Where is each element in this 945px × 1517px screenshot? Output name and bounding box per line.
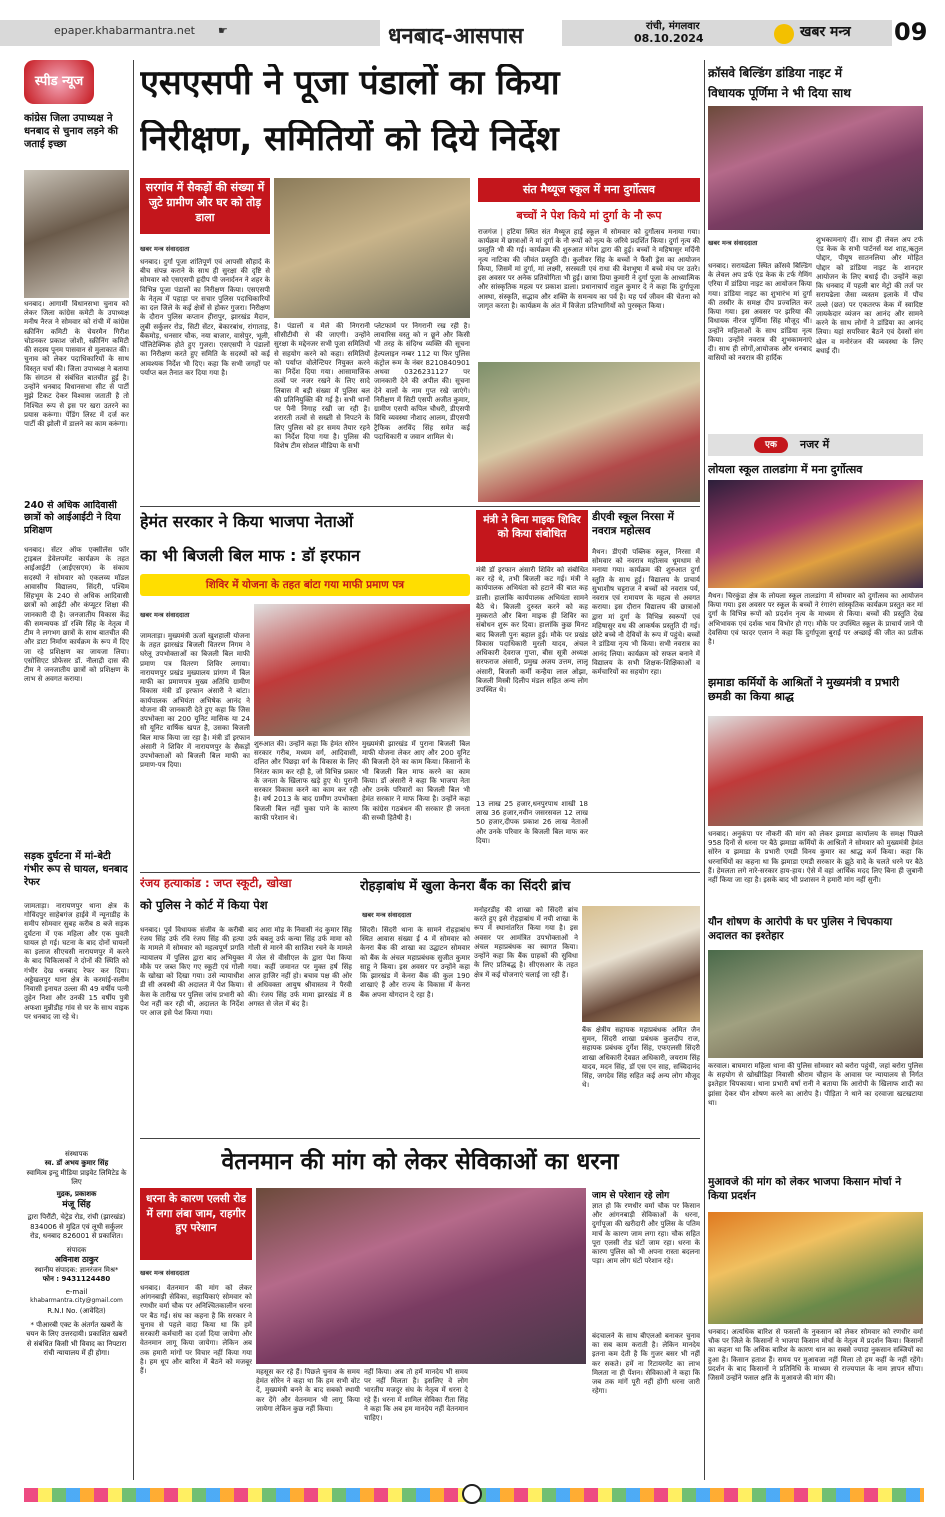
sevika-jam-body: ज्ञात हो कि रणधीर वर्मा चौक पर किसान और आंगनबाड़ी सेविकाओं के धरना, दुर्गापूजा की खरीदारी और पुलिस के पतिम मार्च के कारण जाम लगा रहा। चौक सहित पूरा एलसी रोड घंटों जाम रहा। धरना के कारण पुलिस को भी अपना रास्ता बदलना पड़ा। आम लोग घंटों परेशान रहे। — [592, 1202, 700, 1266]
speed-item1-photo — [24, 170, 129, 298]
stmatthews-photo — [478, 362, 700, 502]
irfan-headline-1: हेमंत सरकार ने किया भाजपा नेताओं — [140, 512, 354, 531]
stmatthews-banner — [478, 178, 700, 202]
phone: फोन : 9431124480 — [42, 1275, 111, 1284]
stmatthews-banner-text: संत मैथ्यूज स्कूल में मना दुर्गोत्सव — [522, 183, 656, 196]
city-day: रांची, मंगलवार — [646, 21, 700, 32]
nazar-item1-title: लोयला स्कूल तालडांगा में मना दुर्गोत्सव — [708, 463, 863, 476]
nazar-item1-body: मैथन। चिरकुंडा क्षेत्र के लोयला स्कूल तालडांगा में सोमवार को दुर्गोत्सव का आयोजन किया गया। इस अवसर पर स्कूल के बच्चों ने रंगारंग सांस्कृतिक कार्यक्रम प्रस्तुत कर मां दुर्गा के विभिन्न रूपों को प्रदर्शन नृत्य के माध्यम से किया। बच्चों की प्रस्तुति देख अभिभावक एवं दर्शक भाव विभोर हो गए। मौके पर उपस्थित स्कूल के प्राचार्य जाने पी देवसिया एवं फादर एलान ने कहा कि दुर्गापूजा बुराई पर अच्छाई की जीत का प्रतीक है। — [708, 592, 923, 647]
ranjay-col1: धनबाद। पूर्व विधायक संजीव के करीबी रंजय सिंह उर्फ रवि रंजय सिंह की हत्या के मामले में सोमवार को महत्वपूर्ण प्रगति न्यायालय में पुलिस द्वारा बाद अभियुक्त मौके पर जब्त किए गए स्कूटी एवं गोली के खोखा को दिखा गया। उसे न्यायाधीश डी सी अवस्थी की अदालत में पेश किया। केस के तारीख पर पुलिस जांच प्रभारी को पेश नहीं कर रही थी, अदालत के निर्देश पर आज इसे पेश किया गया। — [140, 926, 244, 1018]
sevika-col4: बंदचालने के साथ बीएलओ बनाकर चुनाव का सब काम कराती है। लेकिन मानदेय इतना कम देती है कि गुजर बसर भी नहीं कर सकते। हमें ना रिटायरमेंट का लाभ मिलता ना ही पेंशन। सेविकाओं ने कहा कि जब तक मांगें पूरी नहीं होंगी धरना जारी रहेगा। — [592, 1332, 700, 1396]
nazar-badge: एक — [754, 437, 788, 453]
masthead — [0, 0, 945, 58]
nazar-item4-title: मुआवजे की मांग को लेकर भाजपा किसान मोर्चा ने किया प्रदर्शन — [708, 1176, 902, 1202]
irfan-headline-2: का भी बिजली बिल माफ : डॉ इरफान — [140, 546, 360, 565]
nazar-header — [708, 434, 923, 456]
irfan-byline: खबर मन्त्र संवाददाता — [140, 611, 190, 619]
nazar-item3-body: करवाल। बाघमारा महिला थाना की पुलिस सोमवार को बरोरा पहुंची, जहां बरोरा पुलिस के सहयोग से खोखीडिहा निवासी श्रीराम चौहान के आवास पर न्यायालय से निर्गत इश्तेहार चिपकाया। थाना प्रभारी वर्षा रानी ने बताया कि आरोपी के खिलाफ शादी का झांसा देकर यौन शोषण करने का आरोप है। पीड़िता ने थाने का दरवाजा खटखटाया था। — [708, 1062, 923, 1107]
lead-headline-2: निरीक्षण, समितियों को दिये निर्देश — [140, 120, 559, 159]
nazar-item3-title: यौन शोषण के आरोपी के घर पुलिस ने चिपकाया अदालत का इश्तेहार — [708, 916, 893, 942]
credits-block — [24, 1150, 129, 1480]
nazar-item4-body: धनबाद। अत्यधिक बारिश से फसलों के नुकसान को लेकर सोमवार को रणधीर वर्मा चौक पर जिले के किसानों ने भाजपा किसान मोर्चा के नेतृत्व में प्रदर्शन किया। किसानों का कहना था कि अधिक बारिश के कारण धान का सबसे ज्यादा नुकसान सब्जियों का हुआ है। किसान हताश हैं। समय पर मुआवजा नहीं मिला तो हम कहीं के नहीं रहेंगे। प्रदर्शन के बाद किसानों ने प्रतिनिधि के माध्यम से राज्यपाल के नाम ज्ञापन सौंपा। जिसमें उन्होंने फसल क्षति के मुआवजे की मांग की। — [708, 1328, 923, 1383]
address: द्वारा पिरौंटी, चेट्रेड रोड, रांची (झारखंड) 834006 से मुद्रित एवं लूथी सर्कुलर रोड, धनबाद 826001 से प्रकाशित। — [27, 1213, 126, 1241]
sevika-byline: खबर मन्त्र संवाददाता — [140, 1269, 190, 1277]
founder-label: संस्थापक — [65, 1150, 88, 1158]
canara-col1: सिंदरी। सिंदरी थाना के सामने रोहड़ाबांध स्थित आवास संख्या ई 4 में सोमवार को केनरा बैंक की शाखा का उद्घाटन सोमवार को बैंक के अंचल महाप्रबंधक सुजीत कुमार साहू ने किया। इस अवसर पर उन्होंने कहा कि झारखंड में केनरा बैंक की कुल 190 शाखाएं हैं और राज्य के विकास में केनरा बैंक अपना योगदान दे रहा है। — [360, 926, 470, 999]
crossway-col1: धनबाद। सरायढेला स्थित क्रॉसवे बिल्डिंग के लेवल अप डर्फ एंड केक के टर्फ गेमिंग एरिया में डांडिया नाइट का आयोजन किया गया। डांडिया नाइट का शुभारंभ मां दुर्गा की तस्वीर के समक्ष दीप प्रज्वलित कर किया गया। इस अवसर पर झरिया की विधायक नीरज पूर्णिमा सिंह मौजूद थीं। उन्होंने महिलाओं के साथ डांडिया नृत्य किया। उन्होंने नवरात्र की शुभकामनाएं दी। साथ ही लोगों,आयोजक और धनबाद वासियों को नवरात्र की हार्दिक — [708, 262, 812, 363]
right-column-rule — [704, 60, 705, 1480]
left-column-rule — [133, 60, 134, 1480]
sevika-photo — [256, 1188, 586, 1364]
irfan-col2: शुरुआत की। उन्होंने कहा कि हेमंत सोरेन सरकार गरीब, मध्यम वर्ग, आदिवासी, दलित और पिछड़ा वर्ग के विकास के लिए निरंतर काम कर रही है, जो विभिन्न प्रकार के जनता के खिलाफ खड़े हुए थे। पुरानी सरकार विकास करने का काम कर रही है। वर्ष 2013 के बाद ग्रामीण उपभोक्ता बिजली बिल नहीं चुका पाने के कारण काफी परेशान थे। — [254, 740, 358, 822]
lead-headline-1: एसएसपी ने पूजा पंडालों का किया — [140, 64, 560, 103]
ranjay-headline-1: रंजय हत्याकांड : जप्त स्कूटी, खोखा — [140, 876, 292, 890]
nazar-item2-photo — [708, 716, 923, 826]
mantri-body: मंत्री डॉ इरफान अंसारी शिविर को संबोधित कर रहे थे, तभी बिजली कट गई। मंत्री ने कार्यपालक अभियंता को हटाने की बात कह डाली। हालांकि कार्यपालक अभियंता सामने बैठे थे। बिजली दुरुस्त करने को कह मुस्कराते और बिना माइक ही शिविर का संबोधन शुरू कर दिया। हालांकि कुछ मिनट बाद बिजली पुनः बहाल हुई। मौके पर प्रखंड विकास पदाधिकारी मुरली यादव, अंचल अधिकारी देवराज गुप्ता, बीस सूत्री अध्यक्ष सरफराज अंसारी, प्रमुख अजय उत्तम, लालू अंसारी, बिजली कर्मी कन्हैया लाल ओझा, बिजली मिस्त्री दिलीप मंडल सहित अन्य लोग उपस्थित थे। — [476, 566, 588, 695]
email-label: e-mail — [65, 1287, 88, 1296]
mid-rule-3 — [140, 1138, 700, 1139]
irfan-sub-text: शिविर में योजना के तहत बांटा गया माफी प्रमाण पत्र — [205, 579, 405, 591]
registration-mark-icon — [462, 1484, 482, 1504]
sevika-col3: नहीं किया। अब तो हमें मानदेय भी समय पर नहीं मिलता है। इसलिए वे लोग भारतीय मजदूर संघ के नेतृत्व में धरना दे रहे हैं। धरना में शामिल सेविका रीता सिंह ने कहा कि अब हम मानदेय नहीं वेतनमान चाहिए। — [364, 1368, 468, 1423]
mid-rule-1 — [140, 506, 700, 507]
crossway-col2: शुभकामनाएं दीं। साथ ही लेवल अप टर्फ एंड केक के सभी पार्टनर्स यश शाह,ऋतुल पोद्दार, पीयूष सातनलिया और मोहित पोद्दार को डांडिया नाइट के शानदार आयोजन के लिए बधाई दी। उन्होंने कहा कि धनबाद में पहली बार मेट्रो की तर्ज पर सरायढेला जैसा व्यस्तम इलाके में पौंच तल्ले (छत) पर एकतरफ केक में स्वादिष्ट जायकेदार व्यंजन का आनंद और सामने करने के साथ लोगों ने डांडिया का आनंद लिया। यहां सपरिवार बैठने एवं देवसों संग खेल व मनोरंजन की व्यवस्था के लिए बधाई दी। — [816, 236, 923, 355]
canara-headline: रोहड़ाबांध में खुला केनरा बैंक का सिंदरी ब्रांच — [360, 879, 571, 894]
sevika-headline: वेतनमान की मांग को लेकर सेविकाओं का धरना — [221, 1149, 619, 1175]
speed-news-label: स्पीड न्यूज — [34, 74, 84, 89]
stmatthews-sub: बच्चों ने पेश किये मां दुर्गा के नौ रूप — [516, 209, 662, 222]
email[interactable]: khabarmantra.city@gmail.com — [30, 1297, 123, 1305]
ranjay-headline-2: को पुलिस ने कोर्ट में किया पेश — [140, 898, 268, 912]
sevika-sub-text: धरना के कारण एलसी रोड में लगा लंबा जाम, राहगीर हुए परेशान — [145, 1193, 247, 1235]
sevika-col1: धनबाद। वेतनमान की मांग को लेकर आंगनबाड़ी सेविका, सहायिकाएं सोमवार को रणधीर वर्मा चौक पर अनिश्चितकालीन धरना पर बैठ गईं। संघ का कहना है कि सरकार ने चुनाव से पहले वादा किया था कि हमें सरकारी कर्मचारी का दर्जा दिया जायेगा और वेतनमान लागू किया जायेगा। लेकिन अब तक हमारी मांगों पर विचार नहीं किया गया है। हम धूप और बारिश में बैठने को मजबूर हैं। — [140, 1284, 252, 1376]
speed-item3-body: जामताड़ा। नारायणपुर थाना क्षेत्र के गोविंदपुर साहेबगंज हाईवे में न्यूनाडीह के समीप सोमवार सुबह करीब 8 बजे सड़क दुर्घटना में एक महिला और एक युवती घायल हो गई। घटना के बाद दोनों घायलों का इलाज सीएचसी नारायणपुर में करने के बाद चिकित्सकों ने दोनों की स्थिति को गंभीर देख धनबाद रेफर कर दिया। अड्डेखलपुर थाना क्षेत्र के करमांई-सलीम निवासी इनायत उल्ला की 49 वर्षीय पत्नी तुहेन निशा और उनकी 15 वर्षीय पुत्री अफशा मुन्नीडीह गांव से घर के साथ वाइक पर धनबाद जा रहे थे। — [24, 902, 129, 1021]
date: 08.10.2024 — [634, 32, 704, 45]
speed-item2-title: 240 से अधिक आदिवासी छात्रों को आईआईटी ने दिया प्रशिक्षण — [24, 500, 121, 536]
speed-item1-title: कांग्रेस जिला उपाध्यक्ष ने धनबाद से चुनाव लड़ने की जताई इच्छा — [24, 113, 118, 150]
publisher: मंजू सिंह — [62, 1200, 91, 1211]
lead-col1: धनबाद। दुर्गा पूजा शांतिपूर्ण एवं आपसी सौहार्द के बीच संपन्न कराने के साथ ही सुरक्षा की दृष्टि से सोमवार को एसएसपी हृदीप पी जनार्दनन ने शहर के विभिन्न पूजा पंडालों का निरीक्षण किया। एसएसपी के नेतृत्व में पहाड़ा पर सचार पुलिस पदाधिकारियों का दल जिले के कई क्षेत्रों से होकर गुजरा। निरीक्षण के दौरान पुलिस कप्तान हीरापुर, झारखंड मैदान, लुबी सर्कुलर रोड, सिटी सेंटर, बेकारबांध, रांगाताड़, बैंकमोड़, धनसार चौक, नया बाजार, वासेपुर, भूली, पॉलिटेक्निक होते हुए गुजरा। एसएसपी ने पंडालों का निरीक्षण करते हुए समिति के सदस्यों को कई आवश्यक निर्देश भी दिए। कहा कि सभी जगहों पर पर्याप्त बल तैनात कर दिया गया है। — [140, 258, 270, 377]
resident-editor: स्थानीय संपादक: ज्ञानरंजन मिश्र* — [34, 1265, 119, 1274]
section-title: धनबाद-आसपास — [388, 24, 524, 49]
nazar-item2-body: धनबाद। अनुकंपा पर नौकरी की मांग को लेकर झमाडा कार्यालय के समक्ष पिछले 958 दिनों से धरना पर बैठे झमाडा कर्मियों के आश्रितों ने सोमवार को मुख्यमंत्री हेमंत सोरेन व झमाडा के प्रभारी एमडी विनय कुमार का श्राद्ध कर्म किया। कहा कि धरनार्थियों का कहना था कि झमाडा एमडी सरकार के झूठे वादे के चलते धरने पर बैठे हैं। हेमलता लगे नारे-सरकार हाय-हाय। ऐसे में वहां आर्थिक मदद लिए बिना ही जुबानी नहीं किया जा रहा है। इसके बाद भी प्रशासन ने हमारी मांग नहीं सुनी। — [708, 830, 923, 885]
editor: अविनाश ठाकुर — [54, 1255, 99, 1265]
crossway-headline-1: क्रॉसवे बिल्डिंग डांडिया नाइट में — [708, 66, 843, 80]
lead-byline: खबर मन्त्र संवाददाता — [140, 245, 190, 253]
canara-photo — [582, 906, 700, 1022]
lead-photo — [274, 178, 470, 318]
sevika-jam-title: जाम से परेशान रहे लोग — [592, 1191, 670, 1201]
canara-col2: मनोहरडीह की शाखा को सिंदरी ब्रांच करते हुए इसे रोहड़ाबांध में नयी शाखा के रूप में स्थानांतरित किया गया है। इस अवसर पर आमंत्रित उपभोक्ताओं ने अंचल महाप्रबंधक का स्वागत किया। उन्होंने कहा कि बैंक ग्राहकों की सुविधा के लिए प्रतिबद्ध है। सीएसआर के तहत क्षेत्र में कई योजनाएं चलाई जा रही हैं। — [474, 906, 578, 979]
crossway-photo — [708, 106, 923, 230]
pointer-icon: ☛ — [218, 24, 228, 37]
nazar-item2-title: झमाडा कर्मियों के आश्रितों ने मुख्यमंत्री व प्रभारी छमडी का किया श्राद्ध — [708, 676, 900, 704]
lead-col3: प्लेटफार्म पर निगरानी रख रही है। लावारिस वस्तु को न छूने और किसी भी तरह के संदिग्ध व्यक्ति की सूचना हेल्पलाइन नम्बर 112 या फिर पुलिस कंट्रोल रूम के नंबर 8210840901 अथवा 0326231127 पर जानकारी देने की अपील की। सूचना देने वालों के नाम गुप्त रखे जाएंगे। निरीक्षण में सिटी एसपी अजीत कुमार, ग्रामीण एसपी कपिल चौधरी, डीएसपी विधि व्यवस्था नौशाद आलम, डीएसपी ट्रैफिक अरविंद सिंह समेत कई पदाधिकारी व जवान शामिल थे। — [374, 322, 470, 441]
speed-item2-body: धनबाद। सेंटर ऑफ एक्सीलेंस फॉर ट्राइबल डेवेलपमेंट कार्यक्रम के तहत आईआईटी (आईएसएम) के संकाय सदस्यों ने सोमवार को एकलव्य मॉडल आवासीय विद्यालय, सिंदरी, पश्चिम सिंहभूम के 240 से अधिक आदिवासी छात्रों को आईटी और कंप्यूटर शिक्षा की जानकारी दी है। जनजातीय विकास केंद्र की समन्वयक डॉ रश्मि सिंह के नेतृत्व में टीम ने लगभग छात्रों के साथ बातचीत की और डाटा निर्माण कार्यक्रम के रूप में दिए जा रहे प्रशिक्षण का जायजा लिया। एसोसिएट प्रोफेसर डॉ. नीलाद्री दास की टीम ने जनजातीय छात्रों को प्रशिक्षण के लाभ से अवगत कराया। — [24, 546, 129, 684]
mantri-banner — [476, 510, 588, 562]
publisher-label: मुद्रक, प्रकाशक — [56, 1189, 97, 1198]
rni: R.N.I No. (आवेदित) — [47, 1307, 106, 1316]
speed-item1-body: धनबाद। आगामी विधानसभा चुनाव को लेकर जिला कांग्रेस कमेटी के उपाध्यक्ष मनीष नैरज ने सोमवार को रांची में कांग्रेस स्क्रीनिंग कमिटी के चेयरमैन गिरीश चोडनकर प्रकाश जोशी, स्क्रीनिंग कमिटी की सदस्य पूनम पासवान से मुलाकात की। चुनाव को लेकर पदाधिकारियों के साथ विस्तृत चर्चा की। जिला उपाध्यक्ष ने बताया कि संगठन से संबंधित बातचीत हुई है। उन्होंने धनबाद विधानसभा सीट से पार्टी मुझे टिकट देकर विश्वास जताती है तो निश्चित रूप से इस पर खरा उतरने का प्रयास करूंगा। पेंडिंग लिस्ट में दर्ज कर पार्टी की झोली में डालने का काम करूंगा। — [24, 300, 129, 429]
nazar-item4-photo — [708, 1212, 923, 1324]
speed-item3-title: सड़क दुर्घटना में मां-बेटी गंभीर रूप से घायल, धनबाद रेफर — [24, 851, 128, 888]
crossway-headline-2: विधायक पूर्णिमा ने भी दिया साथ — [708, 86, 851, 100]
owner: स्वामित्व इन्दु मीडिया प्राइवेट लिमिटेड के लिए — [26, 1168, 127, 1187]
nazar-item3-photo — [708, 950, 923, 1058]
sevika-col4-mid — [472, 1368, 586, 1478]
page-number: 09 — [894, 18, 928, 46]
canara-col3: बैंक क्षेत्रीय सहायक महाप्रबंधक अमित जैन सुमन, सिंदरी शाखा प्रबंधक कुलदीप राज, सहायक प्रबंधक दुर्गेश सिंह, एफएलसी सिंदरी शाखा अधिकारी देवव्रत अधिकारी, जयराम सिंह यादव, मदन सिंह, डॉ एस एन साह, सच्चिदानंद सिंह, जगदेव सिंह सहित कई अन्य लोग मौजूद थे। — [582, 1026, 700, 1090]
sevika-sub — [140, 1188, 252, 1260]
disclaimer: * पीआरबी एक्ट के अंतर्गत खबरों के चयन के लिए उत्तरदायी। प्रकाशित खबरों से संबंधित किसी भी विवाद का निपटारा रांची न्यायालय में ही होगा। — [25, 1320, 128, 1358]
lead-sub-banner-text: सरगांव में सैकड़ों की संख्या में जुटे ग्रामीण और घर को तोड़ डाला — [145, 181, 265, 224]
irfan-sub — [140, 574, 470, 596]
stmatthews-body: राजगंज | हटिया स्थित संत मैथ्यूज हाई स्कूल में सोमवार को दुर्गोत्सव मनाया गया। कार्यक्रम में छात्राओं ने मां दुर्गा के नौ रूपों को नृत्य के जरिये प्रदर्शित किया। दुर्गा नृत्य की प्रस्तुति भी की गई। कार्यक्रम की शुरुआत मंगेश द्वारा की हुई। बच्चों ने महिषासुर मर्दिनी नृत्य नाटिका की जीवंत प्रस्तुति दी। कुलीवर सिंह के बच्चों ने फैंसी ड्रेस का आयोजन किया, जिसमें मां दुर्गा, मां लक्ष्मी, सरस्वती एवं राधा की वेशभूषा में बच्चे मंच पर उतरे। इस अवसर पर अनेक प्रतियोगिता भी हुई। छात्रा प्रिया कुमारी ने दुर्गा पूजा के आध्यात्मिक और सांस्कृतिक महत्व पर प्रकाश डाला। प्रधानाचार्य राहुल कुमार दे ने कहा कि दुर्गापूजा आस्था, संस्कृति, सद्भाव और शक्ति के समन्वय का पर्व है। यह पर्व जीवन की चेतना को जागृत करता है। कार्यक्रम के अंत में विजेता प्रतिभागियों को पुरस्कृत किया। — [478, 228, 700, 310]
editor-label: संपादक — [66, 1245, 87, 1254]
brand-name: खबर मन्त्र — [800, 24, 851, 40]
ranjay-col2: बाद आरा मोड़ के निवासी नंद कुमार सिंह उर्फ बबलू उर्फ कन्या सिंह उर्फ मामा को गोली से मारने की साजिश रचने के मामले में जेल से वीसीएल के द्वारा पेश किया गया। कहीं जमानत पर मुक्त हर्ष सिंह आज हाजिर नहीं हो। बचाव पक्ष की ओर से अधिवक्ता आयुष श्रीवास्तव ने पैरवी की। रंजय सिंह उर्फ मामा झारखंड में 8 अगस्त से जेल में बंद है। — [248, 926, 352, 1008]
lead-sub-banner — [140, 178, 270, 234]
epaper-url[interactable]: epaper.khabarmantra.net — [54, 24, 195, 37]
mantri-banner-text: मंत्री ने बिना माइक शिविर को किया संबोधित — [483, 514, 581, 541]
founder: स्व. डॉ अभय कुमार सिंह — [44, 1159, 109, 1168]
nazar-item1-photo — [708, 480, 923, 588]
nazar-label: नजर में — [800, 438, 830, 451]
irfan-photo — [254, 604, 470, 736]
canara-byline: खबर मन्त्र संवाददाता — [362, 911, 412, 919]
dav-headline: डीएवी स्कूल निरसा में नवरात्र महोत्सव — [592, 511, 674, 538]
mantri-tail: 13 लाख 25 हजार,धनपुरपाथ शाखी 18 लाख 36 हजार,नवीन जसरसवल 12 लाख 50 हजार,दीपक प्रकाश 26 लाख नेताओं और उनके परिवार के बिजली बिल माफ कर दिया। — [476, 800, 588, 845]
dav-body: मैथन। डीएवी पब्लिक स्कूल, निरसा में सोमवार को नवरात्र महोत्सव धूमधाम से मनाया गया। कार्यक्रम की शुरुआत दुर्गा स्तुति के साथ हुई। विद्यालय के प्राचार्य सुभाशीष चट्टराज ने बच्चों को नवरात्र पर्व, नवरात्र एवं रामायण के महत्व से अवगत कराया। इस दौरान विद्यालय की छात्राओं द्वारा मां दुर्गा के विभिन्न स्वरूपों एवं महिषासुर वध की आकर्षक प्रस्तुति दी गई। छोटे बच्चे नौ देवियों के रूप में पहुंचे। बच्चों ने डांडिया नृत्य भी किया। सभी नवरात्र का आनंद लिया। कार्यक्रम को सफल बनाने में विद्यालय के सभी शिक्षक-शिक्षिकाओं व कर्मचारियों का सहयोग रहा। — [592, 548, 700, 677]
irfan-col3: मुख्यमंत्री झारखंड में पुराना बिजली बिल माफी योजना लेकर आए और 200 यूनिट की बिजली देने का काम किया। किसानों के भी बिजली बिल माफ करने का काम किया। डॉ अंसारी ने कहा कि भाजपा नेता और उनके परिवारों का बिजली बिल भी हेमंत सरकार ने माफ किया है। उन्होंने कहा कि कांग्रेस गठबंधन की सरकार ही जनता की सच्ची हितैषी है। — [362, 740, 470, 822]
brand-logo-icon — [774, 24, 794, 44]
irfan-col1: जामताड़ा। मुख्यमंत्री ऊर्जा खुशहाली योजना के तहत झारखंड बिजली वितरण निगम ने घरेलू उपभोक्ताओं का बिजली बिल माफी प्रमाण पत्र वितरण शिविर लगाया। नारायणपुर प्रखंड मुख्यालय प्रांगण में बिल माफी का प्रमाणपत्र मुख्य अतिथि ग्रामीण विकास मंत्री डॉ इरफान अंसारी ने बांटा। कार्यपालक अभियंता अभिषेक आनंद ने योजना की जानकारी देते हुए कहा कि जिस उपभोक्ता का 200 यूनिट मासिक या 24 सौ यूनिट वार्षिक खपत है, उसका बिजली बिल माफ किया जा रहा है। मंत्री डॉ इरफान अंसारी ने शिविर में नारायणपुर के सैकड़ों उपभोक्ताओं को बिजली बिल माफी का प्रमाण-पत्र दिया। — [140, 632, 250, 770]
crossway-byline: खबर मन्त्र संवाददाता — [708, 239, 758, 247]
sevika-col2: महसूस कर रहे हैं। पिछले चुनाव के समय हेमंत सोरेन ने कहा था कि हम सभी वोट दें, मुख्यमंत्री बनने के बाद सबको स्थायी कर देंगे और वेतनमान भी लागू किया जायेगा लेकिन कुछ नहीं किया। — [256, 1368, 360, 1413]
lead-col2: है। पंडालों व मेले की निगरानी सीसीटीवी से की जाएगी। उन्होंने सुरक्षा के मद्देनजर सभी पूजा समितियों से सहयोग करने को कहा। समितियों को पर्याप्त वोलेन्टियर नियुक्त करने का निर्देश दिया गया। आसामाजिक तत्वों पर नजर रखने के लिए सादे लिबास में बड़ी संख्या में पुलिस बल की प्रतिनियुक्ति की गई है। सभी थानों पर पैनी निगाह रखी जा रही है। शरारती तत्वों से सख्ती से निपटने के लिए पुलिस को हर समय तैयार रहने का निर्देश दिया गया है। पुलिस की विशेष टीम सोशल मीडिया के सभी — [274, 322, 370, 451]
speed-news-badge — [24, 60, 94, 104]
mid-rule-2 — [140, 872, 700, 873]
